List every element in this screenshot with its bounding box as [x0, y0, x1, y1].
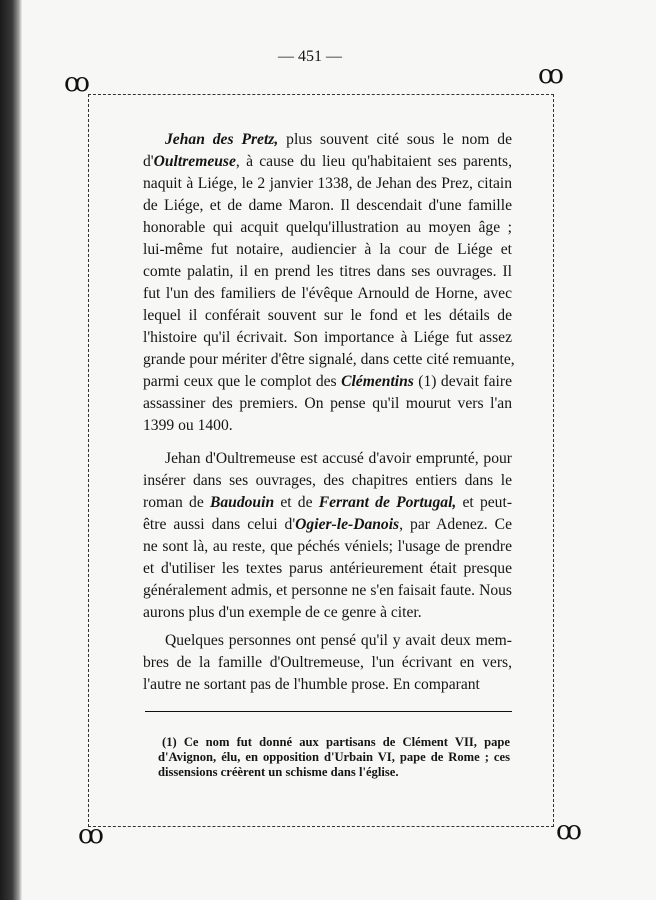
italic-text: Ogier-le-Danois	[295, 516, 400, 533]
footnote-line: (1) Ce nom fut donné aux partisans de Clément VII, pape	[162, 735, 510, 749]
text-line	[143, 416, 512, 436]
text-segment: (1) devait faire	[413, 373, 512, 390]
italic-text: Ferrant de Portugal,	[318, 494, 457, 511]
text-line	[143, 284, 512, 304]
text-line	[143, 515, 512, 535]
footnote-line: d'Avignon, élu, en opposition d'Urbain VI, pape de Rome ; ces	[158, 750, 510, 764]
text-line	[143, 328, 512, 348]
text-segment: être aussi dans celui d'	[143, 516, 296, 533]
text-line	[143, 394, 512, 414]
text-segment: généralement admis, et personne ne s'en faisait faute. Nous	[143, 582, 512, 599]
text-segment: honorable qui acquit quelqu'illustration au moyen âge ;	[143, 219, 512, 236]
text-line	[143, 174, 512, 194]
text-segment: et d'utiliser les textes parus antérieurement était presque	[143, 560, 512, 577]
text-line	[143, 372, 512, 392]
footnote-line: dissensions créèrent un schisme dans l'église.	[158, 765, 399, 779]
text-line	[165, 631, 512, 651]
text-segment: et de	[274, 494, 319, 511]
text-line	[143, 559, 512, 579]
text-segment: lui-même fut notaire, audiencier à la cour de Liége et	[143, 241, 512, 258]
text-segment: de Liége, et de dame Maron. Il descendait d'une famille	[143, 197, 512, 214]
text-line	[165, 449, 512, 469]
text-segment: assassiner des premiers. On pense qu'il mourut vers l'an	[143, 395, 512, 412]
text-line	[143, 306, 512, 326]
corner-ornament-icon: ꝏ	[78, 820, 104, 849]
text-segment: grande pour mériter d'être signalé, dans cette cité remuante,	[143, 351, 515, 368]
text-segment: l'autre ne sortant pas de l'humble prose. En comparant	[143, 676, 480, 693]
text-segment: ne sont là, au reste, que péchés véniels; l'usage de prendre	[143, 538, 512, 555]
text-line	[143, 493, 512, 513]
text-segment: l'histoire qu'il écrivait. Son importance à Liége fut assez	[143, 329, 512, 346]
text-segment: Jehan d'Oultremeuse est accusé d'avoir emprunté, pour	[165, 450, 512, 467]
text-line	[143, 350, 515, 370]
text-segment: comte palatin, il en prend les titres dans ses ouvrages. Il	[143, 263, 512, 280]
text-line	[143, 581, 512, 601]
text-line	[143, 603, 512, 623]
text-segment: parmi ceux que le complot des	[143, 373, 342, 390]
text-line	[143, 240, 512, 260]
text-line	[143, 471, 512, 491]
text-line	[143, 218, 512, 238]
text-segment: aurons plus d'un exemple de ce genre à citer.	[143, 604, 422, 621]
text-segment: Quelques personnes ont pensé qu'il y avait deux mem-	[165, 632, 512, 649]
text-line	[143, 152, 512, 172]
italic-text: Clémentins	[341, 373, 414, 390]
text-line	[143, 675, 512, 695]
corner-ornament-icon: ꝏ	[556, 816, 582, 845]
italic-text: Baudouin	[209, 494, 275, 511]
text-line	[165, 130, 512, 150]
text-segment: et peut-	[456, 494, 513, 511]
italic-text: Oultremeuse	[153, 153, 236, 170]
page-number: — 451 —	[278, 48, 342, 65]
text-line	[143, 537, 512, 557]
text-segment: lequel il conférait souvent sur le fond et les détails de	[143, 307, 512, 324]
text-segment: d'	[143, 153, 154, 170]
text-segment: , à cause du lieu qu'habitaient ses parents,	[235, 153, 512, 170]
corner-ornament-icon: ꝏ	[538, 60, 564, 89]
footnote-rule	[145, 711, 512, 712]
scan-binding-shadow	[0, 0, 22, 900]
text-segment: naquit à Liége, le 2 janvier 1338, de Jehan des Prez, citain	[143, 175, 512, 192]
text-segment: fut l'un des familiers de l'évêque Arnould de Horne, avec	[143, 285, 512, 302]
text-line	[143, 653, 512, 673]
text-segment: insérer dans ses ouvrages, des chapitres entiers dans le	[143, 472, 512, 489]
text-segment: 1399 ou 1400.	[143, 417, 233, 434]
text-line	[143, 196, 512, 216]
text-line	[143, 262, 512, 282]
text-segment: bres de la famille d'Oultremeuse, l'un écrivant en vers,	[143, 654, 512, 671]
italic-text: Jehan des Pretz,	[165, 131, 279, 148]
text-segment: roman de	[143, 494, 210, 511]
text-segment: plus souvent cité sous le nom de	[278, 131, 512, 148]
corner-ornament-icon: ꝏ	[64, 68, 90, 97]
text-segment: , par Adenez. Ce	[399, 516, 512, 533]
